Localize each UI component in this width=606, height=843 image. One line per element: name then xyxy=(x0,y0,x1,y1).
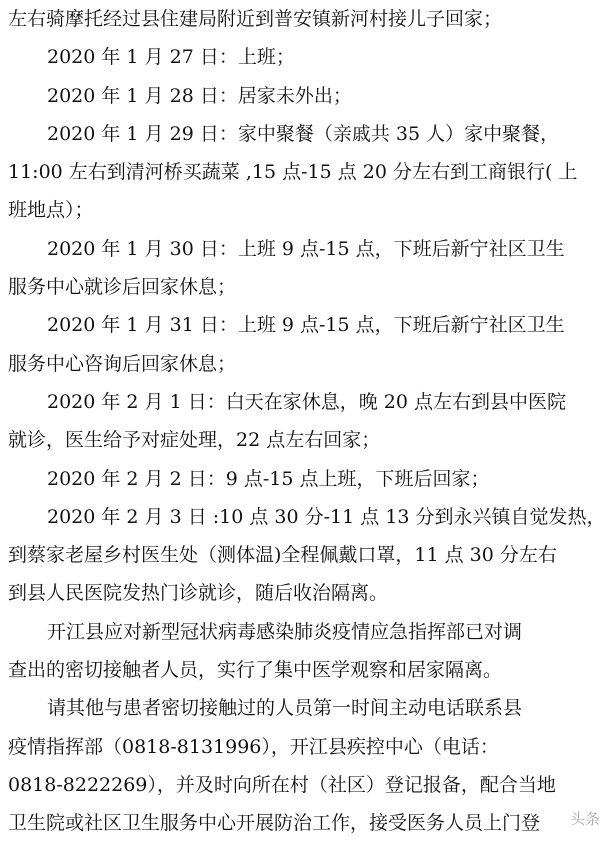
text-line: 2020 年 1 月 27 日：上班； xyxy=(47,46,295,69)
text-line: 左右骑摩托经过县住建局附近到普安镇新河村接儿子回家； xyxy=(8,8,503,30)
text-line: 2020 年 2 月 1 日：白天在家休息，晚 20 点左右到县中医院 xyxy=(47,390,566,413)
text-line: 查出的密切接触者人员，实行了集中医学观察和居家隔离。 xyxy=(8,659,503,682)
text-line: 2020 年 2 月 3 日 :10 点 30 分-11 点 13 分到永兴镇自觉发热， xyxy=(47,505,606,528)
text-line: 开江县应对新型冠状病毒感染肺炎疫情应急指挥部已对调 xyxy=(47,620,523,643)
text-line: 服务中心咨询后回家休息； xyxy=(8,352,237,375)
text-line: 卫生院或社区卫生服务中心开展防治工作，接受医务人员上门登 xyxy=(8,812,541,835)
text-line: 疫情指挥部（0818-8131996），开江县疾控中心（电话： xyxy=(8,735,499,758)
text-line: 到县人民医院发热门诊就诊，随后收治隔离。 xyxy=(8,582,389,605)
text-line: 请其他与患者密切接触过的人员第一时间主动电话联系县 xyxy=(47,697,523,720)
text-line: 2020 年 1 月 30 日：上班 9 点-15 点，下班后新宁社区卫生 xyxy=(47,237,565,260)
text-line: 2020 年 1 月 29 日：家中聚餐（亲戚共 35 人）家中聚餐， xyxy=(47,122,560,145)
text-line: 班地点）； xyxy=(8,199,94,222)
text-line: 2020 年 1 月 31 日：上班 9 点-15 点，下班后新宁社区卫生 xyxy=(47,314,565,337)
watermark: 头条 xyxy=(569,809,600,828)
text-line: 11:00 左右到清河桥买蔬菜 ,15 点-15 点 20 分左右到工商银行( 上 xyxy=(8,161,578,184)
text-line: 2020 年 2 月 2 日：9 点-15 点上班，下班后回家； xyxy=(47,467,490,490)
text-line: 0818-8222269），并及时向所在村（社区）登记报备，配合当地 xyxy=(8,773,556,796)
text-line: 服务中心就诊后回家休息； xyxy=(8,276,237,299)
text-line: 到蔡家老屋乡村医生处（测体温)全程佩戴口罩，11 点 30 分左右 xyxy=(8,544,557,567)
text-line: 就诊，医生给予对症处理，22 点左右回家； xyxy=(8,429,381,452)
text-line: 2020 年 1 月 28 日：居家未外出； xyxy=(47,84,352,107)
